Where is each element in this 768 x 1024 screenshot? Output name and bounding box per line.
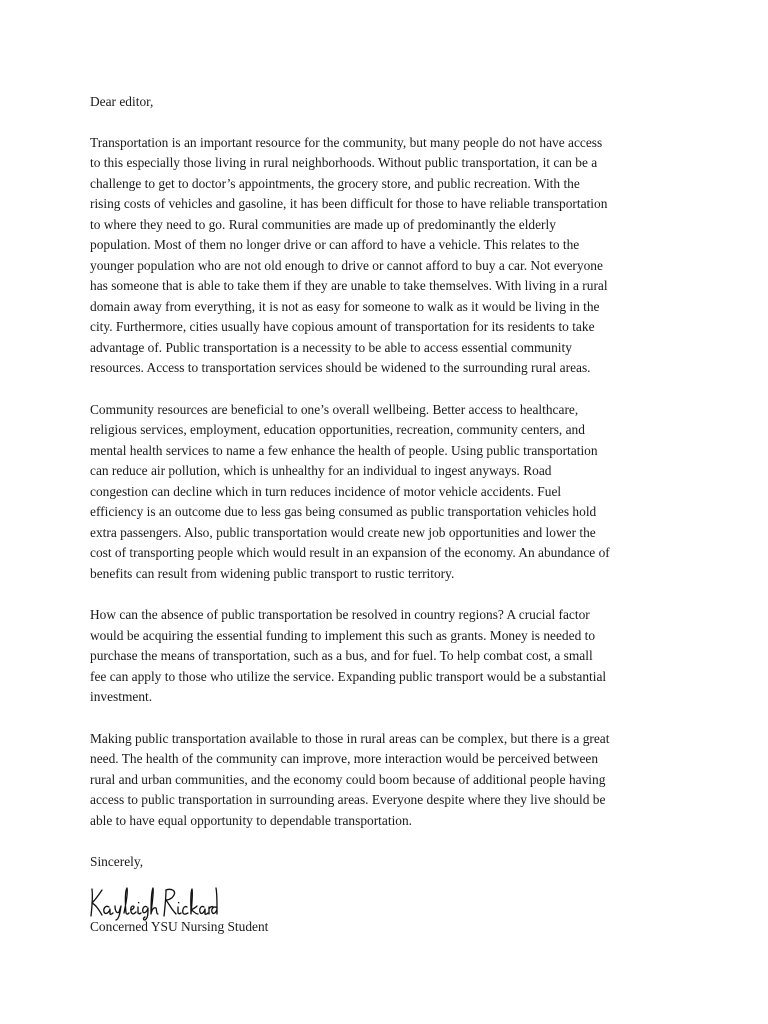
signer-title: Concerned YSU Nursing Student (90, 918, 269, 934)
paragraph-line: rural and urban communities, and the economy could boom because of additional people having (90, 771, 606, 787)
paragraph-1 (90, 133, 685, 379)
paragraph-line: access to public transportation in surrounding areas. Everyone despite where they live should be (90, 792, 606, 807)
paragraph-line: population. Most of them no longer drive or can afford to have a vehicle. This relates to the (90, 237, 580, 252)
closing: Sincerely, (90, 854, 144, 869)
paragraph-line: purchase the means of transportation, such as a bus, and for fuel. To help combat cost, a small (90, 648, 593, 663)
paragraph-line: fee can apply to those who utilize the service. Expanding public transport would be a substantial (90, 668, 607, 684)
paragraph-line: cost of transporting people which would result in an expansion of the economy. An abundance of (90, 545, 610, 560)
paragraph-line: rising costs of vehicles and gasoline, it has been difficult for those to have reliable transportation (90, 196, 608, 211)
paragraph-line: younger population who are not old enough to drive or cannot afford to buy a car. Not everyone (90, 257, 603, 273)
paragraph-line: Transportation is an important resource for the community, but many people do not have access (90, 134, 603, 150)
paragraph-line: mental health services to name a few enhance the health of people. Using public transportation (90, 442, 598, 458)
paragraph-line: to where they need to go. Rural communities are made up of predominantly the elderly (90, 216, 556, 232)
handwritten-signature (88, 883, 685, 921)
salutation: Dear editor, (90, 94, 154, 109)
paragraph-line: Community resources are beneficial to one’s overall wellbeing. Better access to healthcare, (90, 401, 579, 417)
paragraph-line: need. The health of the community can improve, more interaction would be perceived between (90, 751, 599, 766)
paragraph-line: resources. Access to transportation services should be widened to the surrounding rural areas. (90, 360, 591, 375)
paragraph-line: How can the absence of public transportation be resolved in country regions? A crucial factor (90, 607, 590, 622)
paragraph-line: can reduce air pollution, which is unhealthy for an individual to ingest anyways. Road (90, 463, 552, 478)
paragraph-line: efficiency is an outcome due to less gas being consumed as public transportation vehicles hold (90, 504, 597, 519)
paragraph-line: domain away from everything, it is not as easy for someone to walk as it would be living in the (90, 298, 600, 314)
paragraph-line: congestion can decline which in turn reduces incidence of motor vehicle accidents. Fuel (90, 483, 562, 499)
paragraph-line: benefits can result from widening public transport to rustic territory. (90, 565, 455, 581)
paragraph-line: able to have equal opportunity to dependable transportation. (90, 812, 413, 828)
paragraph-line: has someone that is able to take them if they are unable to take themselves. With living in a rural (90, 278, 608, 293)
paragraph-line: challenge to get to doctor’s appointments, the grocery store, and public recreation. With the (90, 175, 580, 191)
paragraph-line: advantage of. Public transportation is a necessity to be able to access essential community (90, 339, 572, 355)
paragraph-line: investment. (90, 689, 153, 704)
signature-image (88, 883, 218, 921)
paragraph-line: extra passengers. Also, public transportation would create new job opportunities and lower the (90, 524, 596, 540)
paragraph-line: to this especially those living in rural neighborhoods. Without public transportation, it can be a (90, 155, 598, 170)
letter-body (90, 92, 685, 937)
paragraph-line: city. Furthermore, cities usually have copious amount of transportation for its residents to take (90, 319, 595, 334)
paragraph-4 (90, 729, 685, 832)
paragraph-2 (90, 400, 685, 585)
paragraph-3 (90, 605, 685, 708)
paragraph-line: religious services, employment, education opportunities, recreation, community centers, and (90, 422, 585, 437)
paragraph-line: would be acquiring the essential funding to implement this such as grants. Money is needed to (90, 627, 596, 643)
paragraph-line: Making public transportation available to those in rural areas can be complex, but there is a great (90, 730, 610, 746)
